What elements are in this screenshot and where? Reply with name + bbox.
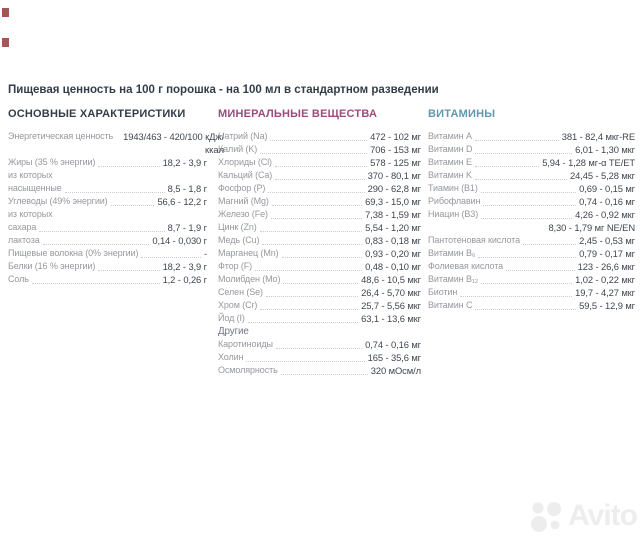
- row-value: 56,6 - 12,2 г: [157, 196, 207, 207]
- section-basic-characteristics: [8, 108, 225, 286]
- table-row: [218, 130, 421, 143]
- dotted-leader: [478, 257, 576, 258]
- dotted-leader: [260, 153, 367, 154]
- table-row: [428, 208, 635, 221]
- row-value-wrap: [575, 286, 635, 299]
- row-label: Рибофлавин: [428, 196, 481, 206]
- row-label: Биотин: [428, 287, 458, 297]
- dotted-leader: [43, 244, 150, 245]
- table-row: [8, 169, 207, 182]
- dotted-leader: [460, 296, 572, 297]
- dotted-leader: [248, 322, 358, 323]
- row-value-wrap: [579, 195, 635, 208]
- row-value-wrap: [163, 273, 207, 286]
- row-value: 381 - 82,4 мкг-RE: [561, 131, 635, 142]
- row-value-wrap: [168, 182, 207, 195]
- table-row: [218, 351, 421, 364]
- row-value: 290 - 62,8 мг: [367, 183, 421, 194]
- row-value-wrap: [562, 130, 635, 143]
- row-value-wrap: [365, 195, 421, 208]
- dotted-leader: [506, 270, 575, 271]
- row-value: 63,1 - 13,6 мкг: [361, 313, 421, 324]
- row-value-wrap: [579, 234, 635, 247]
- row-value: 2,45 - 0,53 мг: [579, 235, 635, 246]
- row-label: Жиры (35 % энергии): [8, 157, 96, 167]
- dotted-leader: [475, 140, 559, 141]
- row-value: 26,4 - 5,70 мкг: [361, 287, 421, 298]
- dotted-leader: [255, 270, 362, 271]
- dotted-leader: [260, 309, 358, 310]
- table-row: [428, 182, 635, 195]
- dotted-leader: [32, 283, 160, 284]
- dotted-leader: [111, 205, 155, 206]
- row-value: 578 - 125 мг: [370, 157, 421, 168]
- row-value: 1,02 - 0,22 мкг: [575, 274, 635, 285]
- row-value: 5,54 - 1,20 мг: [365, 222, 421, 233]
- table-row: [428, 273, 635, 286]
- dotted-leader: [98, 166, 159, 167]
- row-value: 18,2 - 3,9 г: [162, 157, 207, 168]
- row-label: Другие: [218, 326, 249, 337]
- row-value: 59,5 - 12,9 мг: [579, 300, 635, 311]
- dotted-leader: [98, 270, 159, 271]
- dotted-leader: [39, 231, 164, 232]
- row-value: 19,7 - 4,27 мкг: [575, 287, 635, 298]
- row-label: Пантотеновая кислота: [428, 235, 520, 245]
- table-row: [8, 195, 207, 208]
- table-row: [8, 130, 225, 156]
- table-row: [8, 247, 207, 260]
- table-row: [428, 286, 635, 299]
- row-value-wrap: [157, 195, 207, 208]
- dotted-leader: [275, 179, 364, 180]
- table-row: [8, 208, 207, 221]
- dotted-leader: [475, 309, 576, 310]
- row-label: Йод (I): [218, 313, 245, 323]
- row-label: Фтор (F): [218, 261, 253, 271]
- table-row: [8, 273, 207, 286]
- row-value-wrap: [542, 156, 635, 169]
- table-row: [218, 364, 421, 377]
- row-value-wrap: [365, 247, 421, 260]
- row-value-wrap: [578, 260, 635, 273]
- row-label: Осмолярность: [218, 365, 278, 375]
- row-label: сахара: [8, 222, 37, 232]
- table-row: [218, 208, 421, 221]
- row-value: 4,26 - 0,92 мкг: [575, 209, 635, 220]
- row-value-wrap: [368, 182, 421, 195]
- table-row: [218, 182, 421, 195]
- row-value-wrap: [361, 286, 421, 299]
- section-header-vitamins: ВИТАМИНЫ: [428, 108, 496, 120]
- table-row: [218, 286, 421, 299]
- dotted-leader: [262, 244, 362, 245]
- section-header-basic: ОСНОВНЫЕ ХАРАКТЕРИСТИКИ: [8, 108, 186, 120]
- row-label: Хлориды (Cl): [218, 157, 272, 167]
- row-value-wrap: [123, 130, 224, 156]
- table-row: [218, 299, 421, 312]
- row-label: Кальций (Ca): [218, 170, 273, 180]
- row-value: 0,14 - 0,030 г: [152, 235, 207, 246]
- row-value: 0,74 - 0,16 мг: [579, 196, 635, 207]
- row-value-wrap: [579, 299, 635, 312]
- row-label: Фолиевая кислота: [428, 261, 504, 271]
- row-value-wrap: [548, 221, 635, 234]
- row-value-wrap: [570, 169, 635, 182]
- row-value: 0,83 - 0,18 мг: [365, 235, 421, 246]
- table-row: [218, 221, 421, 234]
- table-row: [218, 156, 421, 169]
- row-value: 8,5 - 1,8 г: [167, 183, 207, 194]
- table-row: [428, 247, 635, 260]
- avito-watermark-text: Avito: [568, 499, 637, 532]
- row-label: Калий (K): [218, 144, 258, 154]
- table-row: [428, 156, 635, 169]
- dotted-leader: [481, 218, 572, 219]
- table-row: [218, 325, 421, 338]
- row-label: Белки (16 % энергии): [8, 261, 96, 271]
- row-value-wrap: [204, 247, 207, 260]
- page-title: Пищевая ценность на 100 г порошка - на 100 мл в стандартном разведении: [8, 84, 439, 96]
- dotted-leader: [523, 244, 576, 245]
- table-row: [8, 260, 207, 273]
- row-value: 706 - 153 мг: [370, 144, 421, 155]
- red-edge-mark: [2, 38, 9, 47]
- dotted-leader: [65, 192, 165, 193]
- row-value-wrap: [579, 247, 635, 260]
- table-row: [218, 234, 421, 247]
- row-value: 8,7 - 1,9 г: [167, 222, 207, 233]
- row-value-wrap: [371, 364, 421, 377]
- row-value: 25,7 - 5,56 мкг: [361, 300, 421, 311]
- row-label: Витамин K: [428, 170, 472, 180]
- dotted-leader: [475, 153, 572, 154]
- row-value: 0,48 - 0,10 мг: [365, 261, 421, 272]
- table-row: [428, 195, 635, 208]
- row-value: 6,01 - 1,30 мкг: [575, 144, 635, 155]
- table-row: [218, 195, 421, 208]
- row-value: 472 - 102 мг: [370, 131, 421, 142]
- table-row: [218, 273, 421, 286]
- row-label: насыщенные: [8, 183, 62, 193]
- dotted-leader: [475, 166, 539, 167]
- row-value: -: [203, 248, 207, 259]
- dotted-leader: [246, 361, 364, 362]
- table-row: [218, 143, 421, 156]
- red-edge-mark: [2, 8, 9, 17]
- row-value-wrap: [575, 208, 635, 221]
- row-value-wrap: [579, 182, 635, 195]
- row-label: Витамин D: [428, 144, 473, 154]
- row-label: Магний (Mg): [218, 196, 269, 206]
- dotted-leader: [268, 192, 364, 193]
- table-row: [428, 169, 635, 182]
- dotted-leader: [282, 257, 363, 258]
- table-row: [428, 130, 635, 143]
- table-row: [8, 234, 207, 247]
- row-value-wrap: [163, 156, 207, 169]
- dotted-leader: [275, 166, 367, 167]
- dotted-leader: [281, 374, 368, 375]
- dotted-leader: [481, 283, 572, 284]
- row-label: Селен (Se): [218, 287, 263, 297]
- row-value: 1,2 - 0,26 г: [162, 274, 207, 285]
- dotted-leader: [283, 283, 358, 284]
- dotted-leader: [481, 192, 576, 193]
- row-value: 8,30 - 1,79 мг NE/EN: [548, 222, 635, 233]
- row-value: 370 - 80,1 мг: [367, 170, 421, 181]
- section-vitamins: [428, 108, 635, 312]
- table-row: [428, 143, 635, 156]
- row-label: Молибден (Mo): [218, 274, 281, 284]
- row-label: Витамин A: [428, 131, 472, 141]
- row-value: 165 - 35,6 мг: [367, 352, 421, 363]
- dotted-leader: [272, 205, 362, 206]
- row-label: Тиамин (B1): [428, 183, 478, 193]
- avito-watermark: [529, 498, 637, 534]
- row-label: Углеводы (49% энергии): [8, 196, 108, 206]
- table-row: [428, 260, 635, 273]
- row-label: Хром (Cr): [218, 300, 258, 310]
- table-row: [8, 182, 207, 195]
- dotted-leader: [270, 140, 367, 141]
- row-label: Холин: [218, 352, 244, 362]
- row-value-wrap: [370, 156, 421, 169]
- row-value-wrap: [361, 299, 421, 312]
- table-row: [218, 247, 421, 260]
- row-value-wrap: [168, 221, 207, 234]
- row-value-wrap: [368, 169, 421, 182]
- table-row: [218, 312, 421, 325]
- row-value: 320 мОсм/л: [370, 365, 421, 376]
- row-value-wrap: [365, 338, 421, 351]
- table-row: [218, 338, 421, 351]
- row-label: Соль: [8, 274, 29, 284]
- minerals-rows: [218, 130, 421, 377]
- dotted-leader: [483, 205, 576, 206]
- row-value-wrap: [365, 208, 421, 221]
- row-label: Витамин E: [428, 157, 472, 167]
- table-row: [8, 221, 207, 234]
- row-value: 0,93 - 0,20 мг: [365, 248, 421, 259]
- row-label: Медь (Cu): [218, 235, 260, 245]
- row-label: лактоза: [8, 235, 40, 245]
- row-label: Марганец (Mn): [218, 248, 279, 258]
- row-value-wrap: [361, 273, 421, 286]
- row-value: 48,6 - 10,5 мкг: [361, 274, 421, 285]
- row-label: Витамин B₁₂: [428, 274, 479, 284]
- row-value: 5,94 - 1,28 мг-α TE/ET: [542, 157, 635, 168]
- row-value: 0,74 - 0,16 мг: [365, 339, 421, 350]
- row-value: 0,69 - 0,15 мг: [579, 183, 635, 194]
- basic-rows: [8, 130, 225, 286]
- row-label: Цинк (Zn): [218, 222, 257, 232]
- section-header-minerals: МИНЕРАЛЬНЫЕ ВЕЩЕСТВА: [218, 108, 378, 120]
- row-value-wrap: [361, 312, 421, 325]
- avito-circles-icon: [529, 498, 565, 534]
- row-value: 69,3 - 15,0 мг: [365, 196, 421, 207]
- row-value-wrap: [152, 234, 207, 247]
- table-row: [428, 234, 635, 247]
- row-label: Витамин B₆: [428, 248, 476, 258]
- table-row: [428, 221, 635, 234]
- table-row: [428, 299, 635, 312]
- dotted-leader: [276, 348, 362, 349]
- row-value: 18,2 - 3,9 г: [162, 261, 207, 272]
- row-label: Каротиноиды: [218, 339, 273, 349]
- row-label: Витамин C: [428, 300, 473, 310]
- row-value: 123 - 26,6 мкг: [577, 261, 635, 272]
- row-value: 1943/463 - 420/100 кДж/: [123, 131, 225, 142]
- row-label: из которых: [8, 170, 53, 180]
- dotted-leader: [271, 218, 362, 219]
- table-row: [218, 169, 421, 182]
- row-value: 0,79 - 0,17 мг: [579, 248, 635, 259]
- row-value-wrap: [370, 143, 421, 156]
- row-label: Натрий (Na): [218, 131, 268, 141]
- row-label: Железо (Fe): [218, 209, 268, 219]
- row-value-wrap: [368, 351, 421, 364]
- row-value-wrap: [575, 143, 635, 156]
- row-label: Фосфор (P): [218, 183, 266, 193]
- row-label: Энергетическая ценность: [8, 131, 114, 141]
- dotted-leader: [260, 231, 362, 232]
- row-value-wrap: [365, 221, 421, 234]
- row-value-wrap: [575, 273, 635, 286]
- row-label: Пищевые волокна (0% энергии): [8, 248, 139, 258]
- dotted-leader: [266, 296, 358, 297]
- dotted-leader: [475, 179, 567, 180]
- row-value: 24,45 - 5,28 мкг: [569, 170, 635, 181]
- section-minerals: [218, 108, 421, 377]
- row-value-wrap: [365, 234, 421, 247]
- row-value-wrap: [365, 260, 421, 273]
- row-value: 7,38 - 1,59 мг: [365, 209, 421, 220]
- table-row: [8, 156, 207, 169]
- row-label: Ниацин (B3): [428, 209, 479, 219]
- row-value-wrap: [370, 130, 421, 143]
- row-value-wrap: [163, 260, 207, 273]
- row-label: из которых: [8, 209, 53, 219]
- vitamins-rows: [428, 130, 635, 312]
- table-row: [218, 260, 421, 273]
- row-value-line2: ккал: [205, 144, 225, 155]
- dotted-leader: [141, 257, 201, 258]
